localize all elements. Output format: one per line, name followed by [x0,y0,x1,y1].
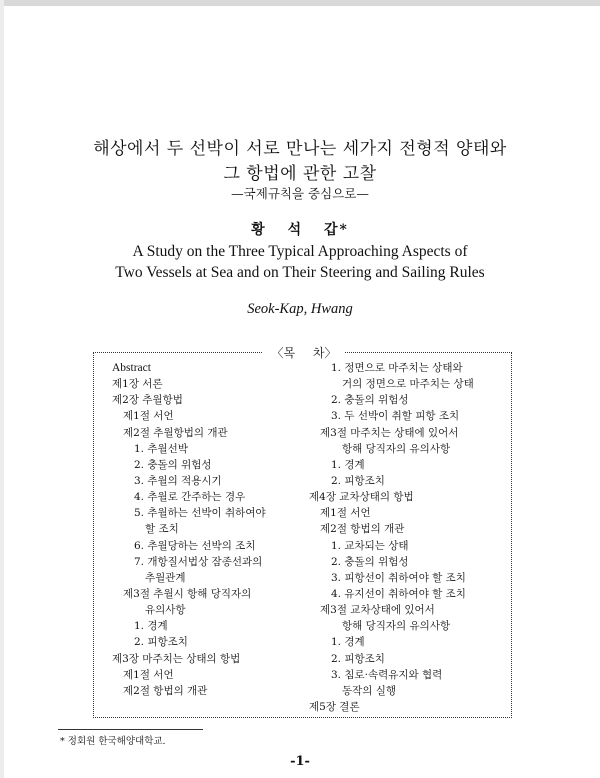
toc-entry: 2. 충돌의 위험성 [134,458,212,471]
toc-entry: 제3절 추월시 항해 당직자의 [123,587,252,600]
toc-entry: 1. 추월선박 [134,442,188,455]
toc-entry: 5. 추월하는 선박이 취하여야 [134,507,266,520]
toc-entry: 1. 경계 [331,458,365,471]
toc-entry: 2. 피항조치 [134,636,188,649]
toc-entry: 제1장 서론 [112,378,163,391]
toc-entry: 1. 경계 [134,620,168,633]
toc-entry: 제1절 서언 [123,410,174,423]
toc-entry: 제3장 마주치는 상태의 항법 [112,652,241,665]
toc-entry: 1. 정면으로 마주치는 상태와 [331,362,463,374]
footnote: * 정회원 한국해양대학교. [60,736,166,747]
author-korean: 황 석 갑* [251,222,349,238]
toc-entry: 제5장 결론 [309,700,360,713]
toc-entry: 1. 경계 [331,636,365,649]
author-english: Seok-Kap, Hwang [247,301,353,317]
toc-entry: 제2절 항법의 개관 [123,684,208,697]
toc-entry: 2. 충돌의 위험성 [331,394,409,407]
toc-entry: 제2장 추월항법 [112,394,183,407]
scan-edge-left [0,0,4,778]
toc-entry: Abstract [112,362,151,374]
toc-entry: 제3절 교차상태에 있어서 [320,604,435,617]
scan-edge-top [0,0,600,6]
toc-entry: 제1절 서언 [320,507,371,520]
toc-entry: 항해 당직자의 유의사항 [342,620,451,633]
toc-entry: 거의 정면으로 마주치는 상태 [342,378,474,391]
toc-entry: 할 조치 [145,523,179,536]
english-title-line1: A Study on the Three Typical Approaching Aspects of [132,243,468,260]
toc-entry: 제2절 추월항법의 개관 [123,426,228,439]
english-title-line2: Two Vessels at Sea and on Their Steering and Sailing Rules [115,264,485,281]
toc-entry: 7. 개항질서법상 잠종선과의 [134,555,263,568]
toc-left-column [112,360,266,699]
korean-title-line1: 해상에서 두 선박이 서로 만나는 세가지 전형적 양태와 [93,139,507,159]
toc-entry: 6. 추월당하는 선박의 조치 [134,539,256,552]
toc-entry: 제1절 서언 [123,668,174,681]
toc-entry: 유의사항 [145,604,186,617]
toc-entry: 3. 침로·속력유지와 협력 [331,668,443,681]
toc-entry: 추월관계 [145,571,186,584]
toc-entry: 2. 충돌의 위험성 [331,555,409,568]
toc-entry: 3. 두 선박이 취할 피항 조치 [331,410,460,423]
toc-entry: 4. 추월로 간주하는 경우 [134,491,246,504]
page-number: -1- [290,754,310,769]
korean-title-line2: 그 항법에 관한 고찰 [223,164,377,184]
korean-subtitle: —국제규칙을 중심으로— [231,186,369,201]
toc-entry: 제3절 마주치는 상태에 있어서 [320,426,459,439]
toc-entry: 2. 피항조치 [331,474,385,487]
toc-entry: 1. 교차되는 상태 [331,539,409,552]
toc-heading: 〈목 차〉 [263,344,345,361]
toc-entry: 3. 추월의 적용시기 [134,474,222,487]
toc-entry: 제2절 항법의 개관 [320,523,405,536]
toc-entry: 2. 피항조치 [331,652,385,665]
toc-entry: 3. 피항선이 취하여야 할 조치 [331,571,466,584]
toc-entry: 4. 유지선이 취하여야 할 조치 [331,587,466,600]
toc-right-column [309,360,474,715]
toc-entry: 항해 당직자의 유의사항 [342,442,451,455]
toc-entry: 동작의 실행 [342,684,397,697]
toc-entry: 제4장 교차상태의 항법 [309,491,414,504]
footnote-rule [58,729,203,730]
